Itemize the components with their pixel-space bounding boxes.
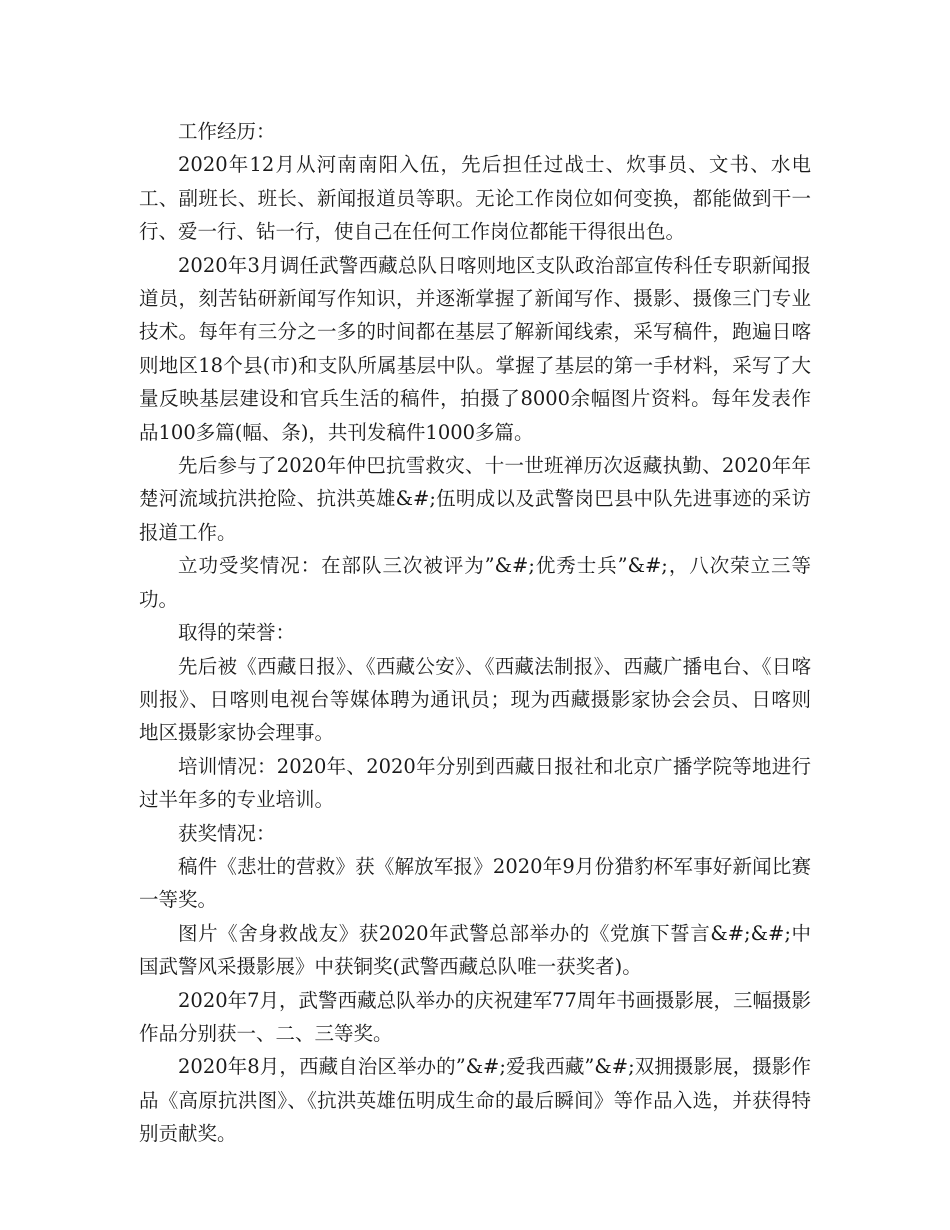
paragraph-training: 培训情况：2020年、2020年分别到西藏日报社和北京广播学院等地进行过半年多的专业培训。	[139, 754, 811, 812]
paragraph-honors: 先后被《西藏日报》、《西藏公安》、《西藏法制报》、西藏广播电台、《日喀则报》、日喀则电视台等媒体聘为通讯员；现为西藏摄影家协会会员、日喀则地区摄影家协会理事。	[139, 654, 811, 745]
paragraph-award-exhibition-july: 2020年7月，武警西藏总队举办的庆祝建军77周年书画摄影展，三幅摄影作品分别获一、二、三等奖。	[139, 988, 811, 1045]
paragraph-participation: 先后参与了2020年仲巴抗雪救灾、十一世班禅历次返藏执勤、2020年年楚河流域抗洪抢险、抗洪英雄&#;伍明成以及武警岗巴县中队先进事迹的采访报道工作。	[139, 454, 811, 544]
paragraph-honors-heading: 取得的荣誉：	[178, 621, 296, 645]
paragraph-award-exhibition-august: 2020年8月，西藏自治区举办的”&#;爱我西藏”&#;双拥摄影展，摄影作品《高原抗洪图》、《抗洪英雄伍明成生命的最后瞬间》等作品入选，并获得特别贡献奖。	[139, 1055, 811, 1146]
paragraph-award-photo: 图片《舍身救战友》获2020年武警总部举办的《党旗下誓言&#;&#;中国武警风采摄影展》中获铜奖(武警西藏总队唯一获奖者)。	[139, 921, 811, 979]
paragraph-work-experience-heading: 工作经历：	[178, 120, 276, 143]
paragraph-enlistment: 2020年12月从河南南阳入伍，先后担任过战士、炊事员、文书、水电工、副班长、班长、新闻报道员等职。无论工作岗位如何变换，都能做到干一行、爱一行、钻一行，使自己在任何工作岗位都能干得很出色。	[139, 153, 811, 244]
paragraph-award-article: 稿件《悲壮的营救》获《解放军报》2020年9月份猎豹杯军事好新闻比赛一等奖。	[139, 854, 811, 912]
paragraph-merits: 立功受奖情况：在部队三次被评为”&#;优秀士兵”&#;，八次荣立三等功。	[139, 554, 811, 611]
paragraph-awards-heading: 获奖情况：	[178, 821, 276, 845]
paragraph-news-reporter: 2020年3月调任武警西藏总队日喀则地区支队政治部宣传科任专职新闻报道员，刻苦钻研新闻写作知识，并逐渐掌握了新闻写作、摄影、摄像三门专业技术。每年有三分之一多的时间都在基层了解新闻线索，采写稿件，跑遍日喀则地区18个县(市)和支队所属基层中队。掌握了基层的第一手材料，采写了大量反映基层建设和官兵生活的稿件，拍摄了8000余幅图片资料。每年发表作品100多篇(幅、条)，共刊发稿件1000多篇。	[139, 253, 811, 444]
document-body	[139, 115, 811, 1151]
